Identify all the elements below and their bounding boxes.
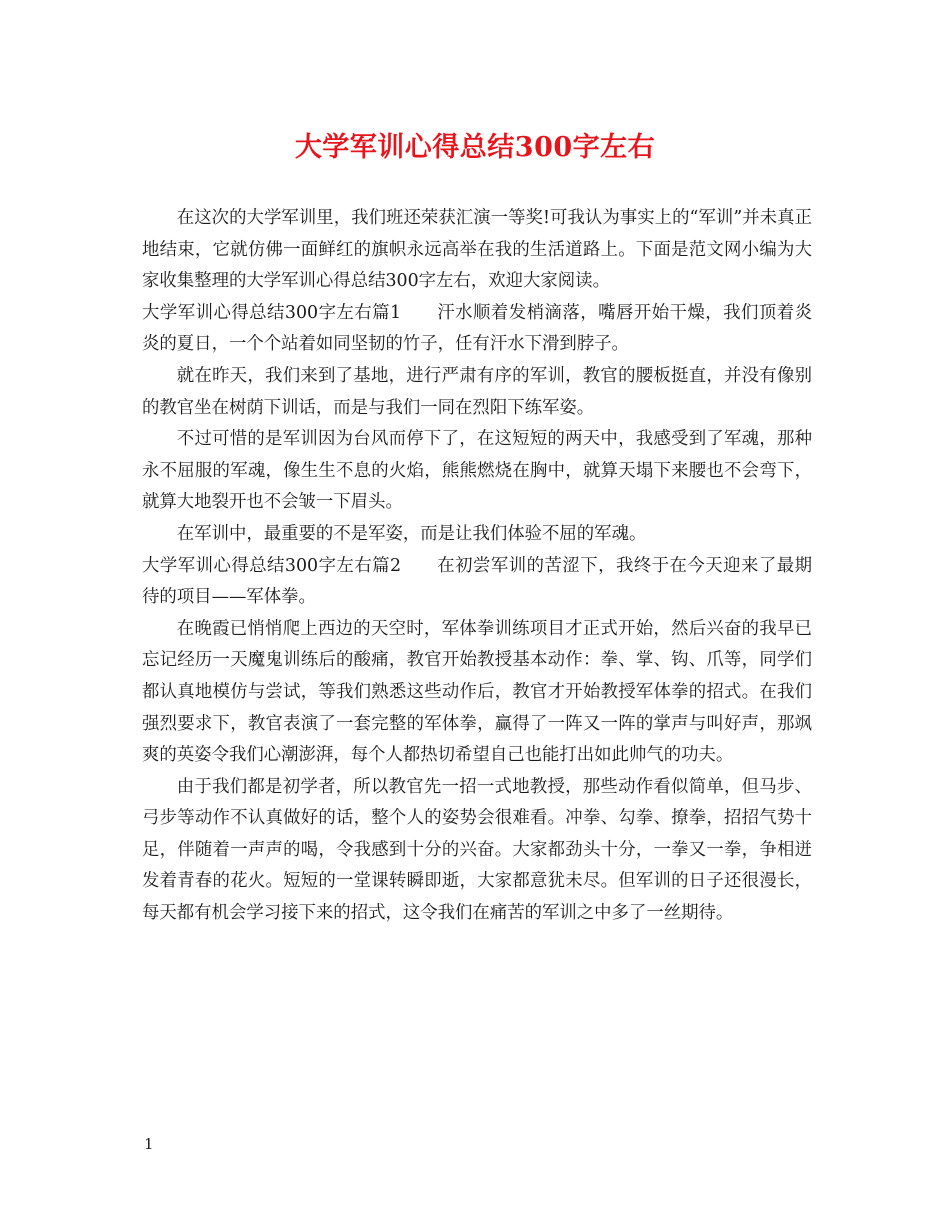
paragraph-section-1-heading: 大学军训心得总结300字左右篇1 汗水顺着发梢滴落，嘴唇开始干燥，我们顶着炎炎的夏日，一个个站着如同坚韧的竹子，任有汗水下滑到脖子。 <box>142 302 812 355</box>
paragraph: 由于我们都是初学者，所以教官先一招一式地教授，那些动作看似简单，但马步、弓步等动作不认真做好的话，整个人的姿势会很难看。冲拳、勾拳、撩拳，招招气势十足，伴随着一声声的喝，令我感到十分的兴奋。大家都劲头十分，一拳又一拳，争相迸发着青春的花火。短短的一堂课转瞬即逝，大家都意犹未尽。但军训的日子还很漫长，每天都有机会学习接下来的招式，这令我们在痛苦的军训之中多了一丝期待。 <box>142 776 812 924</box>
paragraph: 在晚霞已悄悄爬上西边的天空时，军体拳训练项目才正式开始，然后兴奋的我早已忘记经历一天魔鬼训练后的酸痛，教官开始教授基本动作：拳、掌、钩、爪等，同学们都认真地模仿与尝试，等我们熟悉这些动作后，教官才开始教授军体拳的招式。在我们强烈要求下，教官表演了一套完整的军体拳，赢得了一阵又一阵的掌声与叫好声，那飒爽的英姿令我们心潮澎湃，每个人都热切希望自己也能打出如此帅气的功夫。 <box>142 618 812 766</box>
document-title: 大学军训心得总结300字左右 <box>294 132 656 163</box>
paragraph: 在军训中，最重要的不是军姿，而是让我们体验不屈的军魂。 <box>176 523 647 544</box>
page-number: 1 <box>144 1135 154 1153</box>
paragraph-intro: 在这次的大学军训里，我们班还荣获汇演一等奖!可我认为事实上的“军训”并未真正地结束，它就仿佛一面鲜红的旗帜永远高举在我的生活道路上。下面是范文网小编为大家收集整理的大学军训心得总结300字左右，欢迎大家阅读。 <box>142 208 812 292</box>
paragraph-section-2-heading: 大学军训心得总结300字左右篇2 在初尝军训的苦涩下，我终于在今天迎来了最期待的项目——军体拳。 <box>142 555 812 608</box>
paragraph: 不过可惜的是军训因为台风而停下了，在这短短的两天中，我感受到了军魂，那种永不屈服的军魂，像生生不息的火焰，熊熊燃烧在胸中，就算天塌下来腰也不会弯下，就算大地裂开也不会皱一下眉头。 <box>142 429 812 513</box>
document-body <box>142 203 812 930</box>
paragraph: 就在昨天，我们来到了基地，进行严肃有序的军训，教官的腰板挺直，并没有像别的教官坐在树荫下训话，而是与我们一同在烈阳下练军姿。 <box>142 365 812 418</box>
